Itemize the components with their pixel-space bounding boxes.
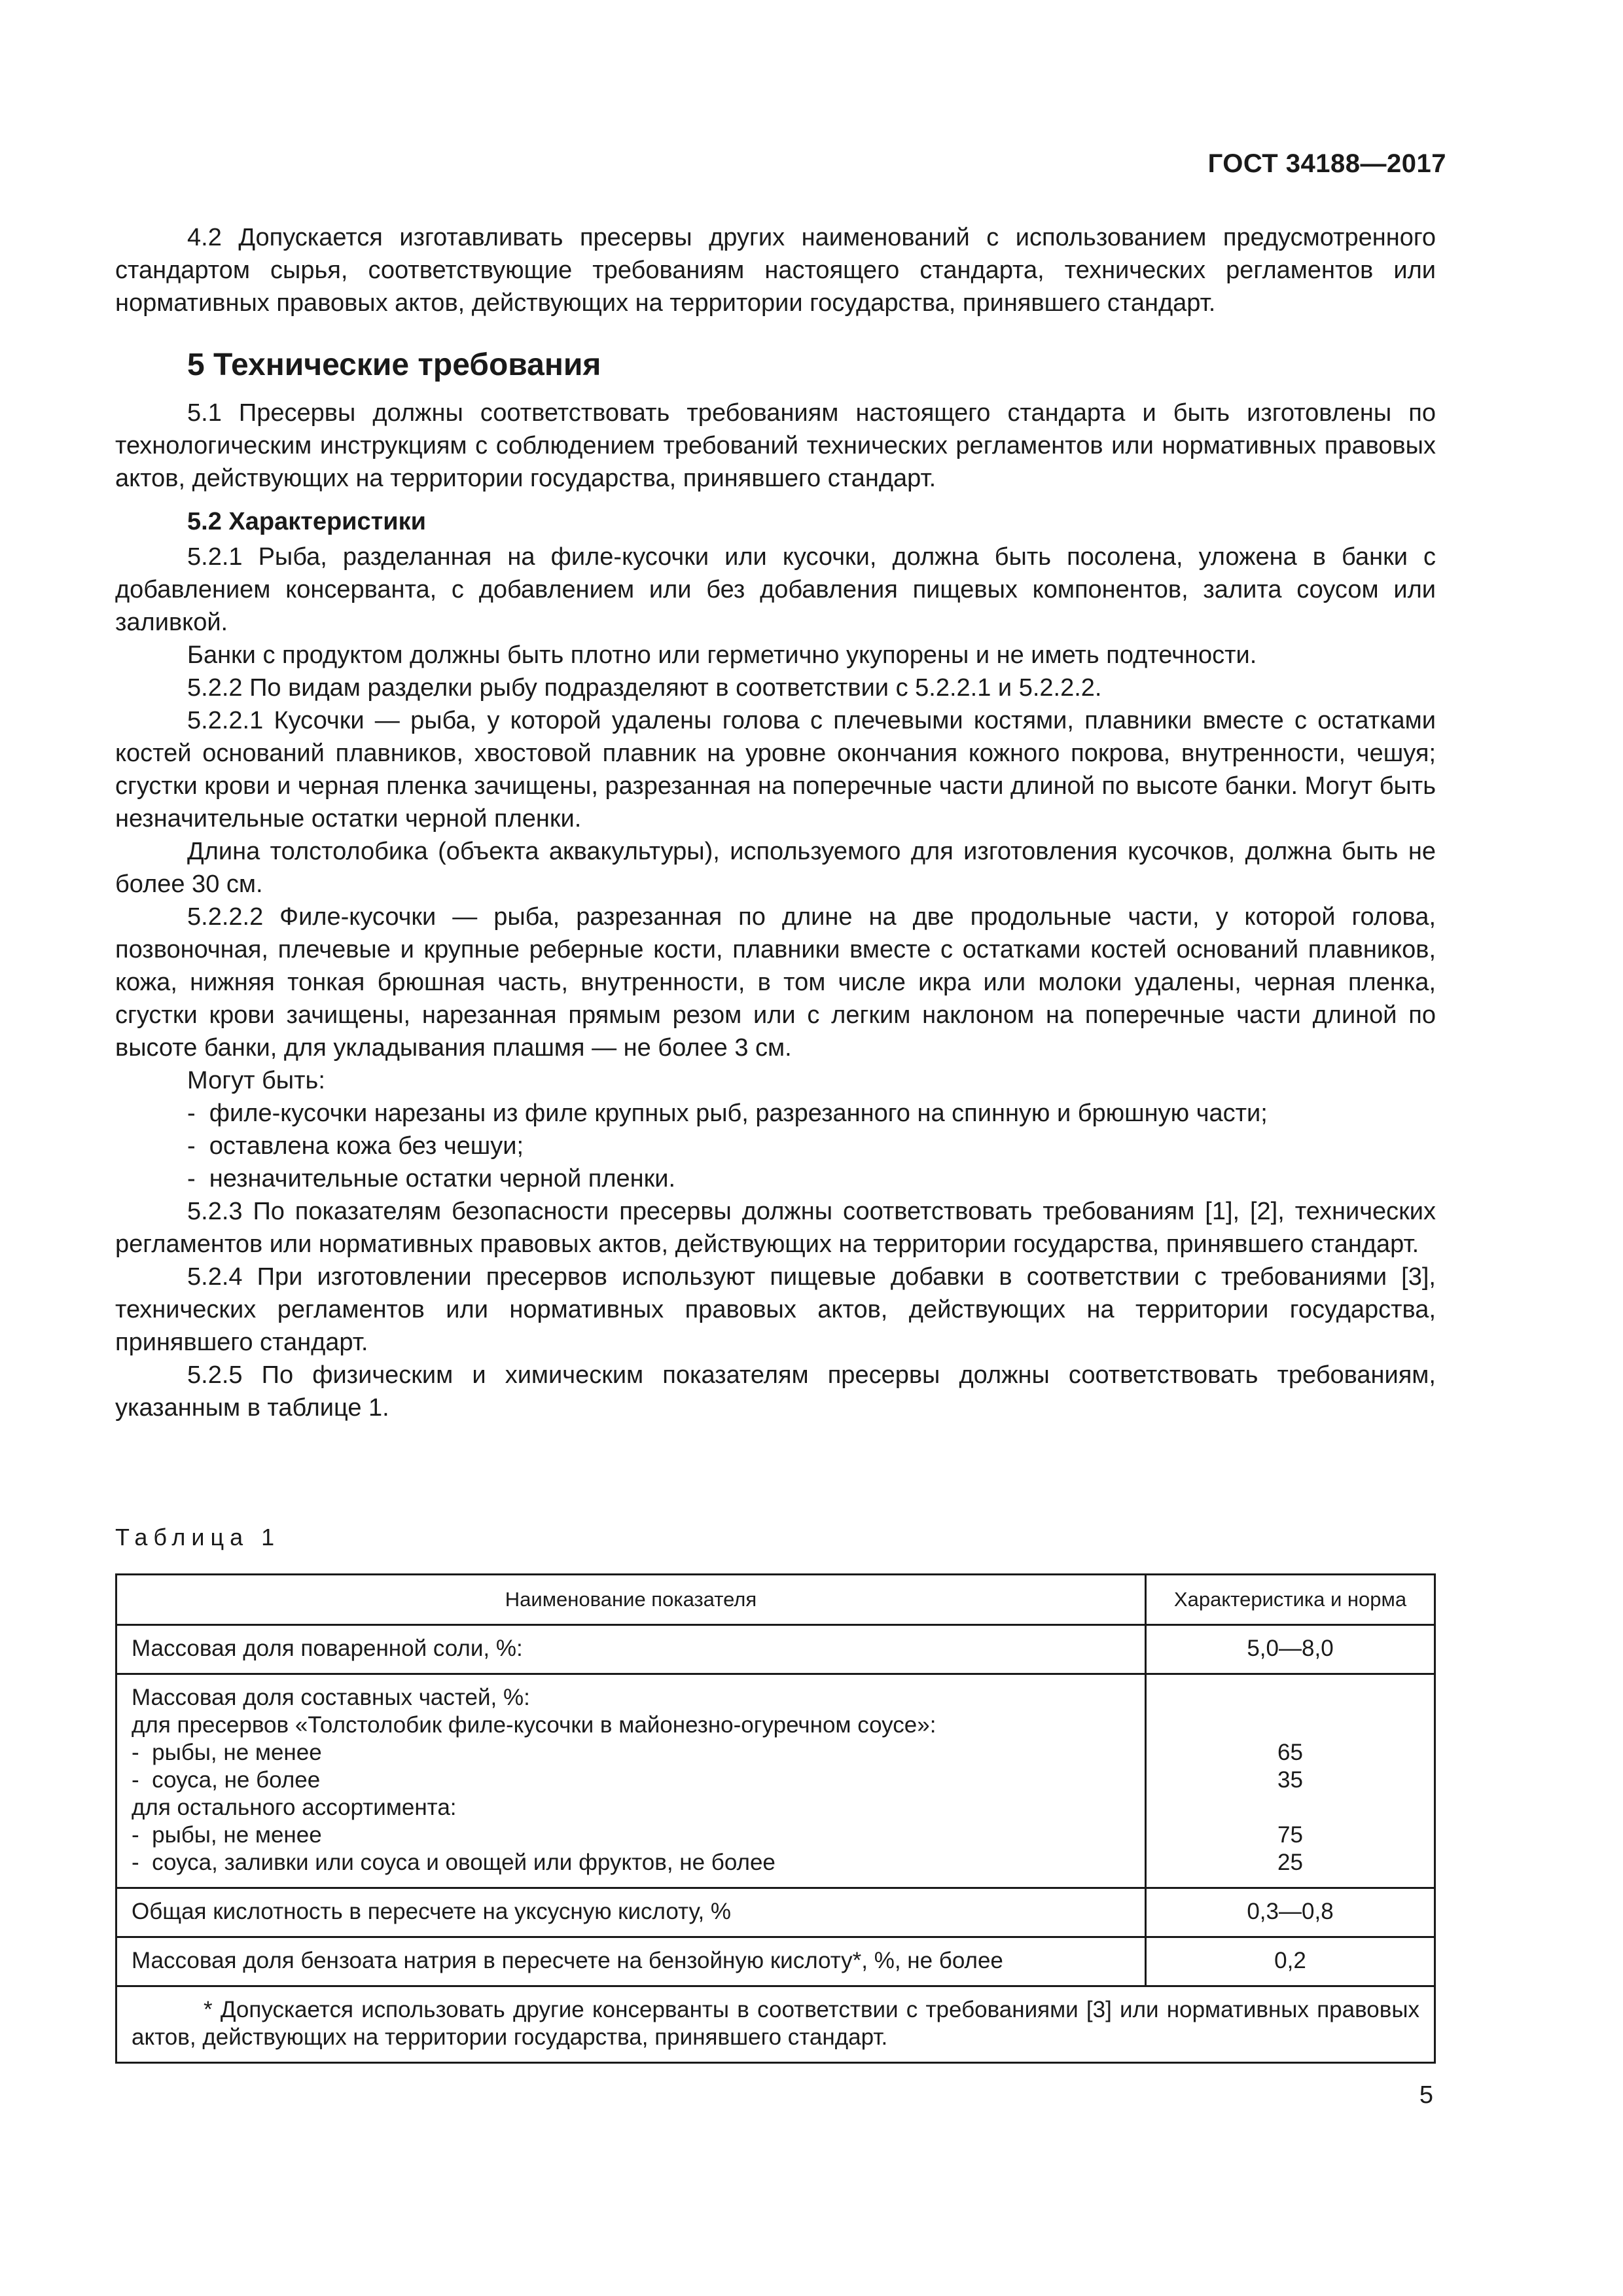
table-header-row — [116, 1575, 1435, 1625]
paragraph-5-2-4: 5.2.4 При изготовлении пресервов используют пищевые добавки в соответствии с требованиями [3], технических регламентов или нормативных правовых актов, действующих на территории государства, принявшего стандарт. — [115, 1263, 1436, 1356]
row-salt-name: Массовая доля поваренной соли, %: — [116, 1625, 1146, 1674]
components-title: Массовая доля составных частей, %: — [132, 1685, 530, 1710]
paragraph-5-2-1-jars: Банки с продуктом должны быть плотно или герметично укупорены и не иметь подтечности. — [187, 641, 1257, 669]
section-5-heading: 5 Технические требования — [187, 348, 601, 382]
components-g1-fish: - рыбы, не менее — [132, 1739, 1132, 1767]
row-salt-value: 5,0—8,0 — [1146, 1625, 1435, 1674]
paragraph-5-2-1: 5.2.1 Рыба, разделанная на филе-кусочки или кусочки, должна быть посолена, уложена в банки с добавлением консерванта, с добавлением или без добавления пищевых компонентов, залита соусом или заливкой. — [115, 543, 1436, 636]
table-footnote — [116, 1986, 1435, 2063]
column-header-value: Характеристика и норма — [1146, 1575, 1435, 1625]
components-g2-fish: - рыбы, не менее — [132, 1821, 1132, 1849]
paragraph-5-1: 5.1 Пресервы должны соответствовать требованиям настоящего стандарта и быть изготовлены по технологическим инструкциям с соблюдением требований технических регламентов или нормативных правовых актов, действующих на территории государства, принявшего стандарт. — [115, 399, 1436, 492]
document-code: ГОСТ 34188—2017 — [1207, 149, 1446, 178]
footnote-text: * Допускается использовать другие консерванты в соответствии с требованиями [3] или нормативных правовых актов, действующих на территории государства, принявшего стандарт. — [132, 1997, 1419, 2050]
components-g1-sauce: - соуса, не более — [132, 1767, 1132, 1794]
components-g1-fish-value: 65 — [1277, 1740, 1303, 1765]
column-header-name: Наименование показателя — [116, 1575, 1146, 1625]
components-group-2: для остального ассортимента: — [132, 1795, 457, 1820]
components-g2-fish-value: 75 — [1277, 1822, 1303, 1848]
table-footnote-row — [116, 1986, 1435, 2063]
components-g2-sauce: - соуса, заливки или соуса и овощей или фруктов, не более — [132, 1849, 1132, 1876]
paragraph-5-2-5: 5.2.5 По физическим и химическим показателям пресервы должны соответствовать требованиям, указанным в таблице 1. — [115, 1361, 1436, 1422]
components-group-1: для пресервов «Толстолобик филе-кусочки в майонезно-огуречном соусе»: — [132, 1712, 936, 1738]
row-acidity-name: Общая кислотность в пересчете на уксусную кислоту, % — [116, 1888, 1146, 1937]
paragraph-5-2-3: 5.2.3 По показателям безопасности пресервы должны соответствовать требованиям [1], [2], технических регламентов или нормативных правовых актов, действующих на территории государства, принявшего стандарт. — [115, 1198, 1436, 1258]
list-item: - филе-кусочки нарезаны из филе крупных рыб, разрезанного на спинную и брюшную части; — [115, 1097, 1436, 1130]
paragraph-4-2: 4.2 Допускается изготавливать пресервы других наименований с использованием предусмотренного стандартом сырья, соответствующие требованиям настоящего стандарта, технических регламентов или нормативных правовых актов, действующих на территории государства, принявшего стандарт. — [115, 224, 1436, 317]
paragraph-5-2-2-2: 5.2.2.2 Филе-кусочки — рыба, разрезанная по длине на две продольные части, у которой голова, позвоночная, плечевые и крупные реберные кости, плавники вместе с остатками костей оснований плавников, кожа, нижняя тонкая брюшная часть, внутренности, в том числе икра или молоки удалены, черная пленка, сгустки крови зачищены, нарезанная прямым резом или с легким наклоном на поперечные части длиной по высоте банки, для укладывания плашмя — не более 3 см. — [115, 903, 1436, 1062]
table-caption: Таблица 1 — [115, 1524, 281, 1551]
table-row — [116, 1888, 1435, 1937]
table-row — [116, 1937, 1435, 1986]
row-components-name — [116, 1674, 1146, 1888]
specification-table — [115, 1573, 1436, 2064]
components-g2-sauce-value: 25 — [1277, 1850, 1303, 1875]
may-be-label: Могут быть: — [187, 1067, 325, 1094]
paragraph-5-2-2-1: 5.2.2.1 Кусочки — рыба, у которой удалены голова с плечевыми костями, плавники вместе с остатками костей оснований плавников, хвостовой плавник на уровне окончания кожного покрова, внутренности, чешуя; сгустки крови и черная пленка зачищены, разрезанная на поперечные части длиной по высоте банки. Могут быть незначительные остатки черной пленки. — [115, 707, 1436, 833]
components-g1-sauce-value: 35 — [1277, 1767, 1303, 1793]
row-components-values — [1146, 1674, 1435, 1888]
page-number: 5 — [1419, 2081, 1433, 2109]
list-item: - незначительные остатки черной пленки. — [115, 1162, 1436, 1195]
subsection-5-2-heading: 5.2 Характеристики — [187, 508, 427, 535]
paragraph-5-2-2-1-length: Длина толстолобика (объекта аквакультуры), используемого для изготовления кусочков, должна быть не более 30 см. — [115, 838, 1436, 898]
table-row — [116, 1674, 1435, 1888]
table-row — [116, 1625, 1435, 1674]
paragraph-5-2-2: 5.2.2 По видам разделки рыбу подразделяют в соответствии с 5.2.2.1 и 5.2.2.2. — [187, 674, 1102, 702]
row-benzoate-value: 0,2 — [1146, 1937, 1435, 1986]
row-benzoate-name: Массовая доля бензоата натрия в пересчете на бензойную кислоту*, %, не более — [116, 1937, 1146, 1986]
row-acidity-value: 0,3—0,8 — [1146, 1888, 1435, 1937]
list-item: - оставлена кожа без чешуи; — [115, 1130, 1436, 1162]
document-body — [115, 221, 1436, 1424]
